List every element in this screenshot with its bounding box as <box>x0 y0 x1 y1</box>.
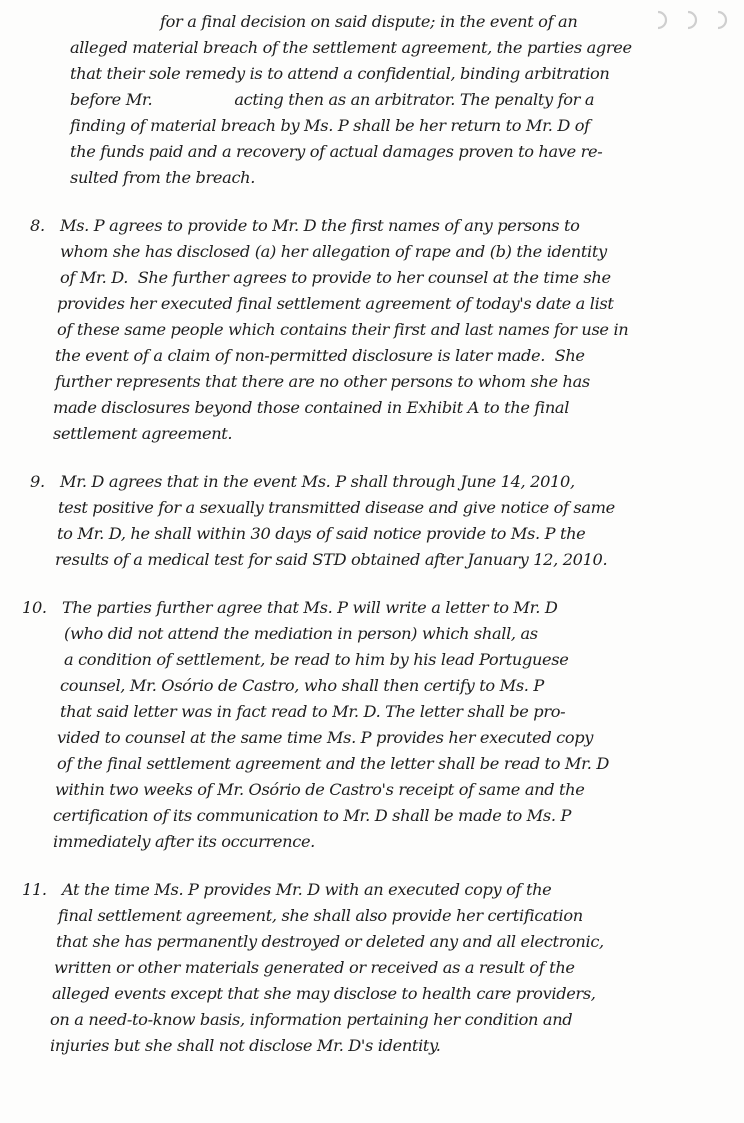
text-line: a condition of settlement, be read to him by his lead Portuguese <box>64 650 569 669</box>
text-line: finding of material breach by Ms. P shall be her return to Mr. D of <box>70 116 590 135</box>
text-line: within two weeks of Mr. Osório de Castro's receipt of same and the <box>55 780 585 799</box>
text-line: alleged material breach of the settlement agreement, the parties agree <box>70 38 632 57</box>
text-fragment: before Mr. <box>70 90 153 109</box>
clause-number: 9. <box>30 472 45 491</box>
text-line: that she has permanently destroyed or deleted any and all electronic, <box>56 932 604 951</box>
text-line: made disclosures beyond those contained in Exhibit A to the final <box>53 398 570 417</box>
text-line: vided to counsel at the same time Ms. P provides her executed copy <box>57 728 594 747</box>
text-line: of Mr. D. She further agrees to provide to her counsel at the time she <box>60 268 611 287</box>
text-line: final settlement agreement, she shall also provide her certification <box>58 906 583 925</box>
text-line: test positive for a sexually transmitted disease and give notice of same <box>58 498 615 517</box>
text-line: certification of its communication to Mr. D shall be made to Ms. P <box>53 806 571 825</box>
clause-number: 10. <box>22 598 47 617</box>
text-line: immediately after its occurrence. <box>53 832 315 851</box>
text-line: Mr. D agrees that in the event Ms. P shall through June 14, 2010, <box>60 472 575 491</box>
text-line: Ms. P agrees to provide to Mr. D the first names of any persons to <box>60 216 580 235</box>
text-line: provides her executed final settlement agreement of today's date a list <box>57 294 614 313</box>
text-line: on a need-to-know basis, information pertaining her condition and <box>50 1010 573 1029</box>
text-line: the funds paid and a recovery of actual damages proven to have re- <box>70 142 603 161</box>
text-line <box>70 92 594 108</box>
text-line: that their sole remedy is to attend a confidential, binding arbitration <box>70 64 610 83</box>
text-fragment: acting then as an arbitrator. The penalty for a <box>234 90 595 109</box>
text-line: written or other materials generated or received as a result of the <box>54 958 575 977</box>
text-line: settlement agreement. <box>53 424 233 443</box>
text-line: At the time Ms. P provides Mr. D with an executed copy of the <box>62 880 552 899</box>
text-line: results of a medical test for said STD obtained after January 12, 2010. <box>55 550 608 569</box>
text-line: sulted from the breach. <box>70 168 256 187</box>
clause-number: 8. <box>30 216 45 235</box>
text-line: of these same people which contains their first and last names for use in <box>57 320 629 339</box>
text-line: the event of a claim of non-permitted disclosure is later made. She <box>55 346 585 365</box>
text-line: The parties further agree that Ms. P will write a letter to Mr. D <box>62 598 558 617</box>
text-line: further represents that there are no other persons to whom she has <box>55 372 590 391</box>
text-line: of the final settlement agreement and the letter shall be read to Mr. D <box>57 754 609 773</box>
text-line: whom she has disclosed (a) her allegation of rape and (b) the identity <box>60 242 607 261</box>
text-line: for a final decision on said dispute; in the event of an <box>160 12 578 31</box>
text-line: alleged events except that she may disclose to health care providers, <box>52 984 596 1003</box>
text-line: to Mr. D, he shall within 30 days of said notice provide to Ms. P the <box>57 524 586 543</box>
text-line: counsel, Mr. Osório de Castro, who shall then certify to Ms. P <box>60 676 544 695</box>
text-line: injuries but she shall not disclose Mr. D's identity. <box>50 1036 441 1055</box>
binding-rings-decoration <box>652 6 742 32</box>
clause-number: 11. <box>22 880 47 899</box>
text-line: (who did not attend the mediation in person) which shall, as <box>64 624 538 643</box>
text-line: that said letter was in fact read to Mr. D. The letter shall be pro- <box>60 702 566 721</box>
